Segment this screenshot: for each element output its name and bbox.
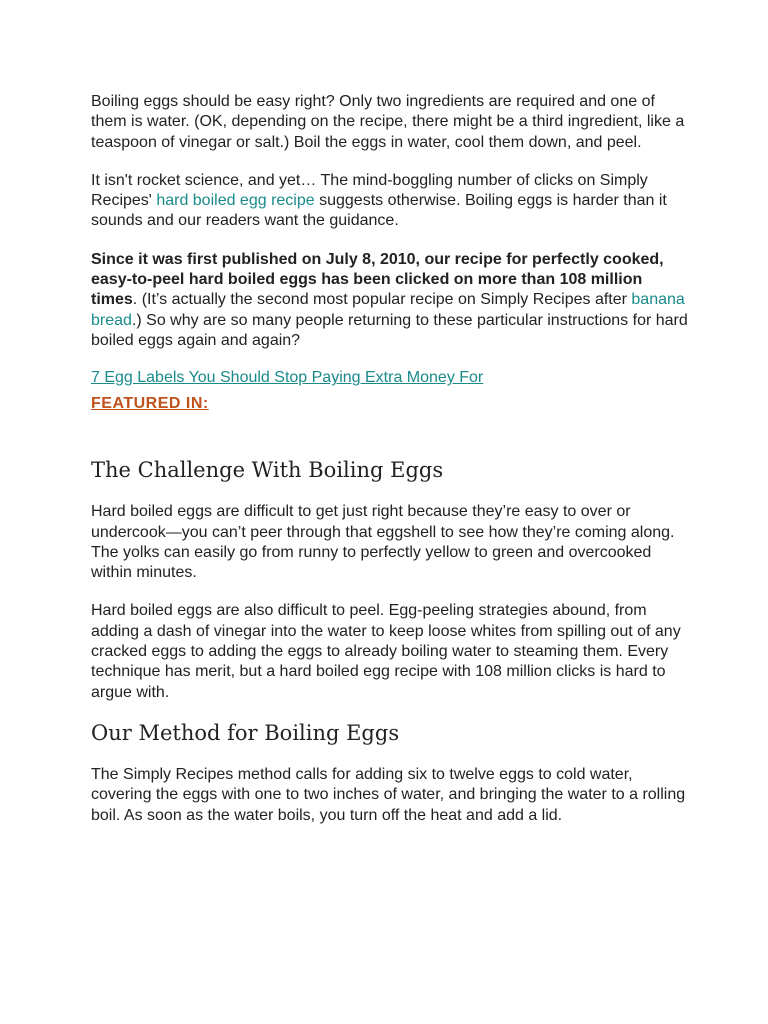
challenge-paragraph-1: Hard boiled eggs are difficult to get just right because they’re easy to over or undercook—you can’t peer through that eggshell to see how they’re coming along. The yolks can easily go from runny to perfectly yellow to green and overcooked within minutes. [91, 503, 675, 582]
challenge-heading: The Challenge With Boiling Eggs [91, 458, 444, 483]
method-paragraph-1: The Simply Recipes method calls for adding six to twelve eggs to cold water, covering the eggs with one to two inches of water, and bringing the water to a rolling boil. As soon as the water boils, you turn off the heat and add a lid. [91, 765, 686, 824]
intro-p3-text-mid: . (It’s actually the second most popular recipe on Simply Recipes after [132, 291, 632, 309]
intro-paragraph-1: Boiling eggs should be easy right? Only two ingredients are required and one of them is water. (OK, depending on the recipe, there might be a third ingredient, like a teaspoon of vinegar or salt.) Boil the eggs in water, cool them down, and peel. [91, 93, 685, 151]
intro-p2-text-before: It isn't rocket science, and yet… The mind-boggling number of clicks on Simply Recipes' [91, 171, 648, 210]
article-body [91, 92, 691, 826]
challenge-paragraph-2: Hard boiled eggs are also difficult to peel. Egg-peeling strategies abound, from adding a dash of vinegar into the water to keep loose whites from spilling out of any cracked eggs to adding the eggs to already boiling water to steaming them. Every technique has merit, but a hard boiled egg recipe with 108 million clicks is hard to argue with. [91, 602, 681, 701]
intro-paragraph-2 [91, 171, 691, 232]
intro-p3-text-after: .) So why are so many people returning to these particular instructions for hard boiled eggs again and again? [91, 311, 688, 349]
related-article-link[interactable]: 7 Egg Labels You Should Stop Paying Extra Money For [91, 369, 484, 387]
intro-p3-bold-text: Since it was first published on July 8, 2010, our recipe for perfectly cooked, easy-to-peel hard boiled eggs has been clicked on more than 108 million times [91, 250, 664, 309]
method-heading: Our Method for Boiling Eggs [91, 720, 400, 745]
featured-in-label: FEATURED IN: [91, 395, 209, 413]
banana-bread-link[interactable]: banana bread [91, 291, 685, 329]
intro-paragraph-3 [91, 250, 691, 351]
hard-boiled-egg-recipe-link[interactable]: hard boiled egg recipe [156, 192, 315, 210]
intro-p2-text-after: suggests otherwise. Boiling eggs is harder than it sounds and our readers want the guidance. [91, 192, 667, 230]
